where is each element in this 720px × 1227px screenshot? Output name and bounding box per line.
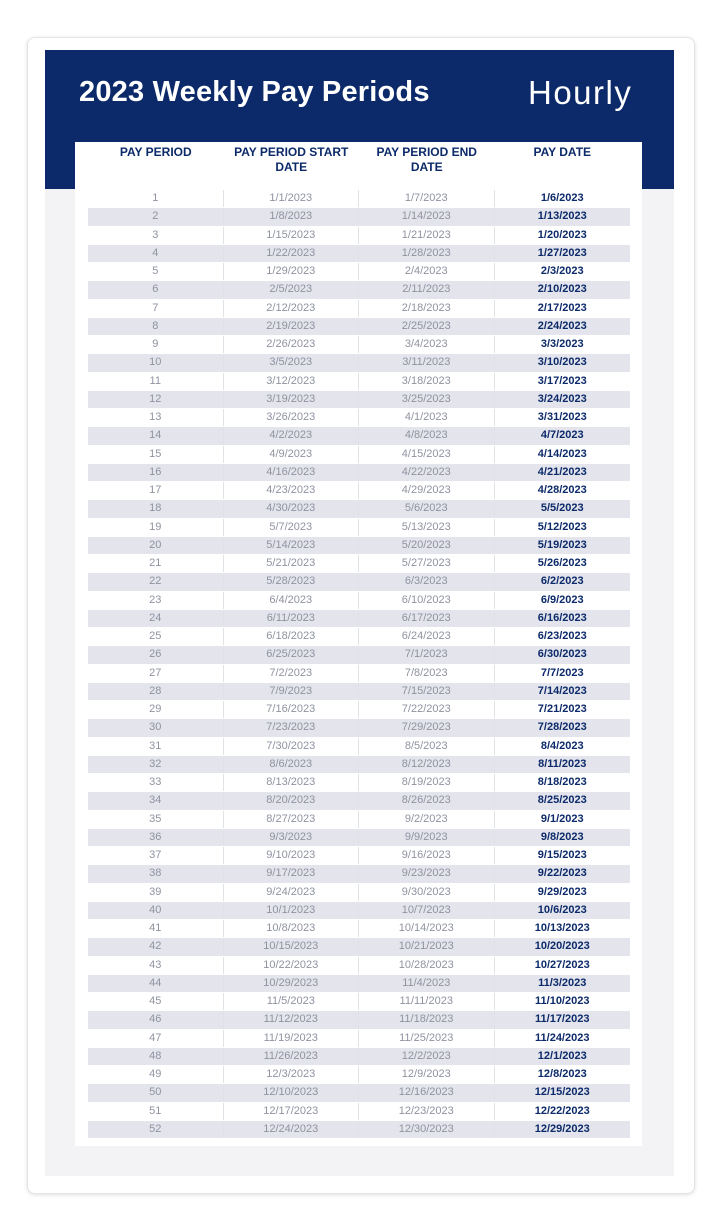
end-date-cell: 7/1/2023 bbox=[359, 646, 495, 663]
end-date-cell: 5/6/2023 bbox=[359, 500, 495, 517]
start-date-cell: 2/26/2023 bbox=[224, 336, 360, 353]
table-row bbox=[88, 1011, 630, 1029]
pay-date-cell: 1/20/2023 bbox=[537, 228, 587, 241]
table-row bbox=[88, 847, 630, 865]
header-pay-date: PAY DATE bbox=[533, 145, 592, 159]
pay-period-cell: 36 bbox=[88, 829, 224, 846]
end-date-cell: 12/30/2023 bbox=[359, 1121, 495, 1138]
end-date-cell: 9/2/2023 bbox=[359, 811, 495, 828]
pay-period-cell: 28 bbox=[88, 683, 224, 700]
pay-date-cell: 3/17/2023 bbox=[537, 374, 587, 387]
table-row bbox=[88, 537, 630, 555]
start-date-cell: 8/20/2023 bbox=[224, 792, 360, 809]
start-date-cell: 10/22/2023 bbox=[224, 957, 360, 974]
start-date-cell: 11/5/2023 bbox=[224, 993, 360, 1010]
end-date-cell: 5/20/2023 bbox=[359, 537, 495, 554]
pay-date-cell: 4/28/2023 bbox=[537, 484, 587, 496]
table-row bbox=[88, 573, 630, 591]
pay-period-cell: 41 bbox=[88, 920, 224, 937]
table-row bbox=[88, 354, 630, 372]
table-row bbox=[88, 1121, 630, 1139]
end-date-cell: 1/14/2023 bbox=[359, 208, 495, 225]
pay-period-cell: 26 bbox=[88, 646, 224, 663]
start-date-cell: 12/10/2023 bbox=[224, 1084, 360, 1101]
table-row bbox=[88, 646, 630, 664]
end-date-cell: 6/24/2023 bbox=[359, 628, 495, 645]
pay-date-cell: 9/29/2023 bbox=[537, 885, 587, 898]
pay-period-cell: 43 bbox=[88, 957, 224, 974]
pay-period-cell: 25 bbox=[88, 628, 224, 645]
end-date-cell: 10/21/2023 bbox=[359, 938, 495, 955]
pay-period-cell: 38 bbox=[88, 865, 224, 882]
page-title: 2023 Weekly Pay Periods bbox=[79, 76, 430, 108]
start-date-cell: 7/2/2023 bbox=[224, 665, 360, 682]
header-start-date: PAY PERIOD START DATE bbox=[234, 145, 349, 174]
pay-date-cell: 8/18/2023 bbox=[537, 776, 587, 788]
pay-date-cell: 9/15/2023 bbox=[537, 849, 587, 861]
start-date-cell: 1/1/2023 bbox=[224, 190, 360, 207]
pay-date-cell: 3/24/2023 bbox=[537, 392, 587, 405]
table-row bbox=[88, 865, 630, 883]
start-date-cell: 3/26/2023 bbox=[224, 409, 360, 426]
pay-date-cell: 8/25/2023 bbox=[537, 794, 587, 807]
table-row bbox=[88, 829, 630, 847]
end-date-cell: 7/15/2023 bbox=[359, 683, 495, 700]
end-date-cell: 1/28/2023 bbox=[359, 245, 495, 262]
table-row bbox=[88, 263, 630, 281]
pay-date-cell: 1/27/2023 bbox=[537, 246, 587, 259]
table-row bbox=[88, 975, 630, 993]
table-row bbox=[88, 190, 630, 208]
pay-period-cell: 20 bbox=[88, 537, 224, 554]
table-row bbox=[88, 1048, 630, 1066]
pay-period-cell: 47 bbox=[88, 1030, 224, 1047]
table-row bbox=[88, 920, 630, 938]
start-date-cell: 4/2/2023 bbox=[224, 427, 360, 444]
pay-period-cell: 9 bbox=[88, 336, 224, 353]
pay-date-cell: 6/9/2023 bbox=[540, 593, 584, 606]
table-row bbox=[88, 738, 630, 756]
end-date-cell: 10/14/2023 bbox=[359, 920, 495, 937]
table-row bbox=[88, 938, 630, 956]
start-date-cell: 5/14/2023 bbox=[224, 537, 360, 554]
table-row bbox=[88, 318, 630, 336]
pay-date-cell: 7/14/2023 bbox=[537, 684, 587, 697]
end-date-cell: 12/2/2023 bbox=[359, 1048, 495, 1065]
hourly-logo: Hourly bbox=[528, 74, 633, 111]
table-row bbox=[88, 336, 630, 354]
end-date-cell: 7/29/2023 bbox=[359, 719, 495, 736]
pay-period-cell: 10 bbox=[88, 354, 224, 371]
start-date-cell: 6/11/2023 bbox=[224, 610, 360, 627]
table-row bbox=[88, 1103, 630, 1121]
table-header bbox=[88, 142, 630, 186]
table-row bbox=[88, 957, 630, 975]
pay-period-cell: 35 bbox=[88, 811, 224, 828]
pay-date-cell: 1/6/2023 bbox=[540, 192, 584, 204]
pay-date-cell: 4/14/2023 bbox=[537, 447, 587, 460]
table-row bbox=[88, 792, 630, 810]
pay-date-cell: 9/22/2023 bbox=[537, 867, 587, 880]
start-date-cell: 1/22/2023 bbox=[224, 245, 360, 262]
pay-period-cell: 21 bbox=[88, 555, 224, 572]
table-row bbox=[88, 665, 630, 683]
pay-period-cell: 17 bbox=[88, 482, 224, 499]
table-row bbox=[88, 610, 630, 628]
start-date-cell: 8/6/2023 bbox=[224, 756, 360, 773]
end-date-cell: 11/11/2023 bbox=[359, 993, 495, 1010]
table-row bbox=[88, 592, 630, 610]
pay-period-cell: 27 bbox=[88, 665, 224, 682]
start-date-cell: 3/5/2023 bbox=[224, 354, 360, 371]
start-date-cell: 4/16/2023 bbox=[224, 464, 360, 481]
pay-date-cell: 6/30/2023 bbox=[537, 648, 587, 661]
pay-date-cell: 5/19/2023 bbox=[537, 538, 587, 551]
pay-date-cell: 7/28/2023 bbox=[537, 721, 587, 734]
table-row bbox=[88, 774, 630, 792]
start-date-cell: 7/30/2023 bbox=[224, 738, 360, 755]
end-date-cell: 2/4/2023 bbox=[359, 263, 495, 280]
start-date-cell: 2/12/2023 bbox=[224, 300, 360, 317]
start-date-cell: 11/19/2023 bbox=[224, 1030, 360, 1047]
start-date-cell: 3/12/2023 bbox=[224, 373, 360, 390]
table-row bbox=[88, 701, 630, 719]
table-row bbox=[88, 245, 630, 263]
end-date-cell: 4/22/2023 bbox=[359, 464, 495, 481]
pay-date-cell: 4/21/2023 bbox=[537, 465, 587, 478]
start-date-cell: 6/25/2023 bbox=[224, 646, 360, 663]
pay-period-cell: 33 bbox=[88, 774, 224, 791]
pay-period-cell: 49 bbox=[88, 1066, 224, 1083]
pay-date-cell: 11/10/2023 bbox=[535, 995, 590, 1007]
end-date-cell: 3/4/2023 bbox=[359, 336, 495, 353]
end-date-cell: 9/23/2023 bbox=[359, 865, 495, 882]
table-row bbox=[88, 500, 630, 518]
start-date-cell: 11/26/2023 bbox=[224, 1048, 360, 1065]
end-date-cell: 8/26/2023 bbox=[359, 792, 495, 809]
table-row bbox=[88, 227, 630, 245]
table-row bbox=[88, 427, 630, 445]
pay-period-cell: 5 bbox=[88, 263, 224, 280]
pay-period-cell: 19 bbox=[88, 519, 224, 536]
pay-period-cell: 45 bbox=[88, 993, 224, 1010]
pay-date-cell: 2/17/2023 bbox=[537, 301, 587, 314]
pay-period-cell: 40 bbox=[88, 902, 224, 919]
table-row bbox=[88, 1084, 630, 1102]
pay-period-cell: 48 bbox=[88, 1048, 224, 1065]
end-date-cell: 3/18/2023 bbox=[359, 373, 495, 390]
pay-period-cell: 23 bbox=[88, 592, 224, 609]
end-date-cell: 6/17/2023 bbox=[359, 610, 495, 627]
end-date-cell: 4/15/2023 bbox=[359, 446, 495, 463]
start-date-cell: 4/23/2023 bbox=[224, 482, 360, 499]
pay-periods-table-body bbox=[88, 190, 630, 1139]
end-date-cell: 2/25/2023 bbox=[359, 318, 495, 335]
pay-date-cell: 8/4/2023 bbox=[540, 739, 584, 752]
table-row bbox=[88, 409, 630, 427]
end-date-cell: 1/21/2023 bbox=[359, 227, 495, 244]
start-date-cell: 4/30/2023 bbox=[224, 500, 360, 517]
end-date-cell: 10/7/2023 bbox=[359, 902, 495, 919]
table-row bbox=[88, 519, 630, 537]
end-date-cell: 7/8/2023 bbox=[359, 665, 495, 682]
pay-period-cell: 52 bbox=[88, 1121, 224, 1138]
start-date-cell: 1/29/2023 bbox=[224, 263, 360, 280]
pay-date-cell: 7/7/2023 bbox=[540, 666, 584, 679]
table-row bbox=[88, 300, 630, 318]
pay-date-cell: 8/11/2023 bbox=[538, 757, 587, 770]
start-date-cell: 10/29/2023 bbox=[224, 975, 360, 992]
pay-date-cell: 6/2/2023 bbox=[540, 575, 584, 588]
table-row bbox=[88, 281, 630, 299]
pay-date-cell: 3/31/2023 bbox=[537, 411, 587, 423]
pay-date-cell: 5/12/2023 bbox=[537, 520, 587, 533]
pay-period-cell: 39 bbox=[88, 884, 224, 901]
start-date-cell: 9/17/2023 bbox=[224, 865, 360, 882]
start-date-cell: 10/1/2023 bbox=[224, 902, 360, 919]
pay-period-cell: 32 bbox=[88, 756, 224, 773]
start-date-cell: 5/28/2023 bbox=[224, 573, 360, 590]
end-date-cell: 1/7/2023 bbox=[359, 190, 495, 207]
table-row bbox=[88, 208, 630, 226]
pay-date-cell: 4/7/2023 bbox=[540, 429, 584, 442]
pay-date-cell: 12/15/2023 bbox=[534, 1086, 590, 1099]
header-end-date: PAY PERIOD END DATE bbox=[376, 145, 477, 174]
end-date-cell: 3/25/2023 bbox=[359, 391, 495, 408]
pay-date-cell: 2/10/2023 bbox=[537, 283, 587, 296]
pay-date-cell: 9/1/2023 bbox=[540, 812, 584, 825]
pay-date-cell: 11/3/2023 bbox=[538, 976, 587, 989]
pay-period-cell: 2 bbox=[88, 208, 224, 225]
pay-period-cell: 14 bbox=[88, 427, 224, 444]
end-date-cell: 6/10/2023 bbox=[359, 592, 495, 609]
pay-date-cell: 6/23/2023 bbox=[537, 630, 587, 642]
pay-period-cell: 6 bbox=[88, 281, 224, 298]
end-date-cell: 5/27/2023 bbox=[359, 555, 495, 572]
pay-period-cell: 50 bbox=[88, 1084, 224, 1101]
end-date-cell: 9/16/2023 bbox=[359, 847, 495, 864]
end-date-cell: 4/8/2023 bbox=[359, 427, 495, 444]
start-date-cell: 12/24/2023 bbox=[224, 1121, 360, 1138]
table-row bbox=[88, 555, 630, 573]
pay-period-cell: 7 bbox=[88, 300, 224, 317]
pay-date-cell: 7/21/2023 bbox=[537, 703, 587, 715]
start-date-cell: 9/10/2023 bbox=[224, 847, 360, 864]
pay-period-cell: 18 bbox=[88, 500, 224, 517]
end-date-cell: 12/16/2023 bbox=[359, 1084, 495, 1101]
pay-period-cell: 11 bbox=[88, 373, 224, 390]
start-date-cell: 10/15/2023 bbox=[224, 938, 360, 955]
pay-period-cell: 8 bbox=[88, 318, 224, 335]
start-date-cell: 2/5/2023 bbox=[224, 281, 360, 298]
end-date-cell: 11/18/2023 bbox=[359, 1011, 495, 1028]
end-date-cell: 8/12/2023 bbox=[359, 756, 495, 773]
end-date-cell: 4/29/2023 bbox=[359, 482, 495, 499]
start-date-cell: 6/18/2023 bbox=[224, 628, 360, 645]
table-row bbox=[88, 902, 630, 920]
start-date-cell: 5/21/2023 bbox=[224, 555, 360, 572]
start-date-cell: 1/15/2023 bbox=[224, 227, 360, 244]
pay-period-cell: 13 bbox=[88, 409, 224, 426]
pay-date-cell: 2/3/2023 bbox=[540, 265, 584, 277]
end-date-cell: 8/5/2023 bbox=[359, 738, 495, 755]
pay-period-cell: 12 bbox=[88, 391, 224, 408]
start-date-cell: 4/9/2023 bbox=[224, 446, 360, 463]
pay-period-cell: 16 bbox=[88, 464, 224, 481]
end-date-cell: 9/9/2023 bbox=[359, 829, 495, 846]
end-date-cell: 2/18/2023 bbox=[359, 300, 495, 317]
pay-period-cell: 34 bbox=[88, 792, 224, 809]
end-date-cell: 7/22/2023 bbox=[359, 701, 495, 718]
pay-period-cell: 15 bbox=[88, 446, 224, 463]
pay-date-cell: 12/1/2023 bbox=[537, 1049, 587, 1062]
pay-period-cell: 31 bbox=[88, 738, 224, 755]
table-row bbox=[88, 446, 630, 464]
table-row bbox=[88, 464, 630, 482]
pay-date-cell: 1/13/2023 bbox=[537, 210, 587, 223]
start-date-cell: 6/4/2023 bbox=[224, 592, 360, 609]
table-row bbox=[88, 482, 630, 500]
pay-period-cell: 1 bbox=[88, 190, 224, 207]
start-date-cell: 9/3/2023 bbox=[224, 829, 360, 846]
end-date-cell: 6/3/2023 bbox=[359, 573, 495, 590]
pay-date-cell: 5/5/2023 bbox=[540, 502, 584, 515]
end-date-cell: 11/4/2023 bbox=[359, 975, 495, 992]
start-date-cell: 7/23/2023 bbox=[224, 719, 360, 736]
table-row bbox=[88, 683, 630, 701]
pay-period-cell: 4 bbox=[88, 245, 224, 262]
start-date-cell: 10/8/2023 bbox=[224, 920, 360, 937]
end-date-cell: 2/11/2023 bbox=[359, 281, 495, 298]
pay-date-cell: 10/6/2023 bbox=[537, 903, 587, 916]
pay-period-cell: 51 bbox=[88, 1103, 224, 1120]
table-row bbox=[88, 628, 630, 646]
pay-date-cell: 2/24/2023 bbox=[537, 319, 587, 332]
start-date-cell: 3/19/2023 bbox=[224, 391, 360, 408]
pay-date-cell: 5/26/2023 bbox=[537, 557, 587, 569]
pay-period-cell: 44 bbox=[88, 975, 224, 992]
end-date-cell: 12/9/2023 bbox=[359, 1066, 495, 1083]
pay-date-cell: 12/29/2023 bbox=[534, 1122, 590, 1135]
end-date-cell: 10/28/2023 bbox=[359, 957, 495, 974]
pay-date-cell: 6/16/2023 bbox=[537, 611, 587, 624]
end-date-cell: 9/30/2023 bbox=[359, 884, 495, 901]
table-row bbox=[88, 993, 630, 1011]
end-date-cell: 11/25/2023 bbox=[359, 1030, 495, 1047]
start-date-cell: 12/17/2023 bbox=[224, 1103, 360, 1120]
table-row bbox=[88, 719, 630, 737]
pay-period-cell: 3 bbox=[88, 227, 224, 244]
pay-date-cell: 11/17/2023 bbox=[535, 1013, 590, 1026]
end-date-cell: 4/1/2023 bbox=[359, 409, 495, 426]
pay-date-cell: 3/3/2023 bbox=[540, 338, 584, 350]
start-date-cell: 8/13/2023 bbox=[224, 774, 360, 791]
table-row bbox=[88, 1030, 630, 1048]
table-row bbox=[88, 1066, 630, 1084]
end-date-cell: 12/23/2023 bbox=[359, 1103, 495, 1120]
end-date-cell: 5/13/2023 bbox=[359, 519, 495, 536]
start-date-cell: 5/7/2023 bbox=[224, 519, 360, 536]
pay-period-cell: 24 bbox=[88, 610, 224, 627]
pay-period-cell: 29 bbox=[88, 701, 224, 718]
start-date-cell: 1/8/2023 bbox=[224, 208, 360, 225]
start-date-cell: 9/24/2023 bbox=[224, 884, 360, 901]
table-row bbox=[88, 756, 630, 774]
pay-period-cell: 22 bbox=[88, 573, 224, 590]
pay-date-cell: 11/24/2023 bbox=[535, 1031, 590, 1044]
table-row bbox=[88, 373, 630, 391]
pay-period-cell: 46 bbox=[88, 1011, 224, 1028]
pay-date-cell: 3/10/2023 bbox=[537, 356, 587, 369]
start-date-cell: 7/9/2023 bbox=[224, 683, 360, 700]
end-date-cell: 8/19/2023 bbox=[359, 774, 495, 791]
start-date-cell: 11/12/2023 bbox=[224, 1011, 360, 1028]
table-row bbox=[88, 391, 630, 409]
pay-date-cell: 10/13/2023 bbox=[534, 922, 590, 934]
pay-date-cell: 12/8/2023 bbox=[537, 1068, 587, 1080]
end-date-cell: 3/11/2023 bbox=[359, 354, 495, 371]
start-date-cell: 2/19/2023 bbox=[224, 318, 360, 335]
start-date-cell: 7/16/2023 bbox=[224, 701, 360, 718]
pay-date-cell: 12/22/2023 bbox=[534, 1104, 590, 1117]
pay-date-cell: 10/20/2023 bbox=[534, 940, 590, 953]
pay-date-cell: 10/27/2023 bbox=[534, 958, 590, 971]
pay-date-cell: 9/8/2023 bbox=[540, 830, 584, 843]
pay-period-cell: 42 bbox=[88, 938, 224, 955]
start-date-cell: 8/27/2023 bbox=[224, 811, 360, 828]
table-row bbox=[88, 884, 630, 902]
start-date-cell: 12/3/2023 bbox=[224, 1066, 360, 1083]
header-pay-period: PAY PERIOD bbox=[119, 145, 192, 159]
table-row bbox=[88, 811, 630, 829]
pay-period-cell: 30 bbox=[88, 719, 224, 736]
pay-period-cell: 37 bbox=[88, 847, 224, 864]
